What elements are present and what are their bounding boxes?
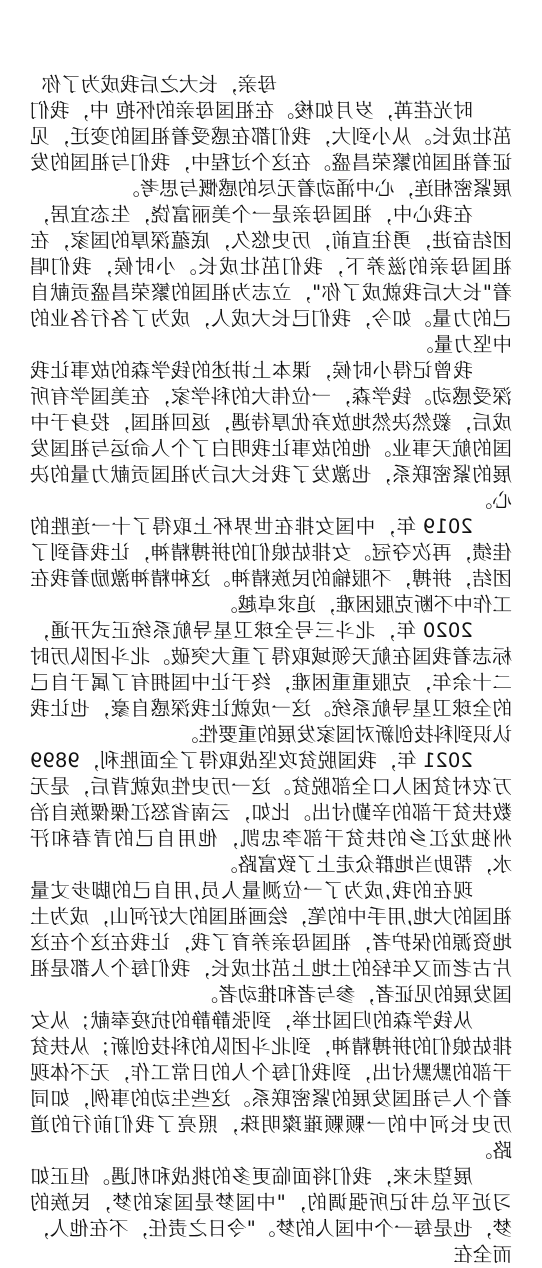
paragraph-6: 2021 年，我国脱贫攻坚战取得了全面胜利，9899 万农村贫困人口全部脱贫。这一历史性成就背后，是无数扶贫干部的辛勤付出。比如，云南省怒江傈僳族自治州独龙江乡的扶贫干部李忠凯，他用自己的青春和汗水，帮助当地群众走上了致富路。 [30, 749, 512, 876]
paragraph-8: 从钱学森的归国壮举，到张静静的抗疫奉献；从女排姑娘们的拼搏精神，到北斗团队的科技创新；从扶贫干部的默默付出，到我们每个人的日常工作，无不体现着个人与祖国发展的紧密联系。这些生动的事例，如同历史长河中的一颗颗璀璨明珠，照亮了我们前行的道路。 [30, 1009, 512, 1162]
paragraph-4: 2019 年，中国女排在世界杯上取得了十一连胜的佳绩，再次夺冠。女排姑娘们的拼搏精神，让我看到了团结，拼搏，不服输的民族精神。这种精神激励着我在工作中不断克服困难，追求卓越。 [30, 515, 512, 616]
essay-body [30, 72, 512, 1268]
paragraph-9: 展望未来，我们将面临更多的挑战和机遇。但正如习近平总书记所强调的，"中国梦是国家的梦，民族的梦，也是每一个中国人的梦。"令日之责任，不在他人，而全在 [30, 1165, 512, 1266]
paragraph-5: 2020 年，北斗三号全球卫星导航系统正式开通，标志着我国在航天领域取得了重大突破。北斗团队历时二十余年，克服重重困难，终于让中国拥有了属于自己的全球卫星导航系统。这一成就让我深感自豪，也让我认识到科技创新对国家发展的重要性。 [30, 619, 512, 746]
paragraph-2: 在我心中，祖国母亲是一个美丽富饶，生态宜居，团结奋进，勇往直前，历史悠久，底蕴深厚的国家，在祖国母亲的滋养下，我们茁壮成长。小时候，我们唱着"长大后我就成了你"，立志为祖国的繁荣昌盛贡献自己的力量。如今，我们已长大成人，成为了各行各业的中坚力量。 [30, 203, 512, 356]
essay-title: 母亲，长大之后我成为了你 [41, 73, 277, 96]
paragraph-3: 我曾记得小时候，课本上讲述的钱学森的故事让我深受感动。钱学森，一位伟大的科学家，在美国学有所成后，毅然决然地放弃优厚待遇，返回祖国，投身于中国的航天事业。他的故事让我明白了个人命运与祖国发展的紧密联系，也激发了我长大后为祖国贡献力量的决心。 [30, 359, 512, 512]
paragraph-7: 现在的我,成为了一位测量人员,用自己的脚步丈量祖国的大地,用手中的笔，绘画祖国的大好河山，成为土地资源的保护者，祖国母亲养育了我，让我在这个在这片古老而又年轻的土地上茁壮成长，我们每个人都是祖国发展的见证者，参与者和推动者。 [30, 879, 512, 1006]
paragraph-1: 时光荏苒，岁月如梭。在祖国母亲的怀抱 中，我们茁壮成长。从小到大，我们都在感受着祖国的变迁，见证着祖国的繁荣昌盛。在这个过程中，我们与祖国的发展紧密相连，心中涌动着无尽的感慨与思考。 [30, 99, 512, 200]
